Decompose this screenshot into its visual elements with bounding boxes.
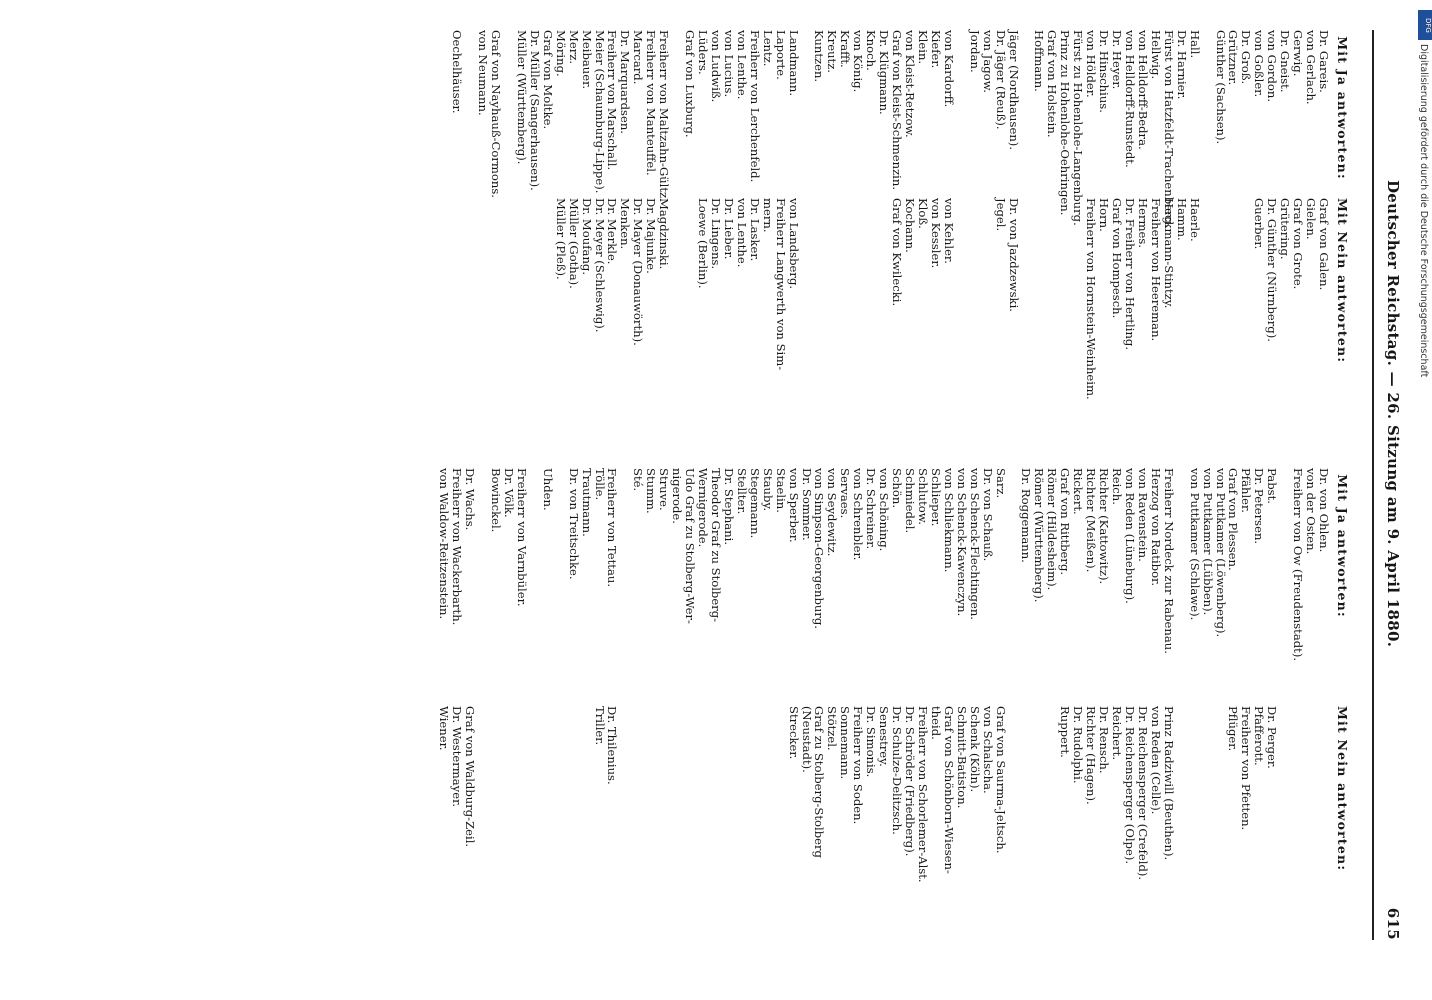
- name-entry: Freiherr von Lerchenfeld.: [747, 30, 762, 183]
- name-entry: Servaes.: [838, 468, 853, 519]
- name-entry: Dr. Günther (Nürnberg).: [1265, 198, 1280, 342]
- name-entry: Knoch.: [864, 30, 879, 71]
- name-entry: [838, 198, 851, 354]
- name-entry: [774, 706, 787, 862]
- name-entry: Dr. Meyer (Schleswig).: [592, 198, 607, 333]
- name-entry: Schlutow.: [915, 468, 930, 525]
- name-entry: [1304, 706, 1317, 862]
- name-entry: von Ravenstein.: [1135, 468, 1150, 562]
- name-entry: Dr. Jäger (Reuß).: [993, 30, 1008, 130]
- name-entry: [657, 706, 670, 862]
- name-entry: Dr. Merkle.: [605, 198, 620, 265]
- name-entry: Hellwig.: [1148, 30, 1163, 80]
- name-entry: Stellter.: [734, 468, 749, 515]
- name-entry: [825, 198, 838, 354]
- name-entry: Klein.: [915, 30, 930, 65]
- dfg-text: Digitalisierung gefördert durch die Deutsche Forschungsgemeinschaft: [1418, 44, 1429, 378]
- name-entry: von Schliekmann.: [941, 468, 956, 573]
- name-entry: Krafft.: [838, 30, 853, 68]
- name-entry: Jäger (Nordhausen).: [1006, 30, 1021, 151]
- name-entry: [1058, 198, 1071, 354]
- name-entry: mern.: [760, 198, 775, 233]
- name-entry: [1071, 198, 1084, 354]
- name-entry: Günther (Sachsen).: [1213, 30, 1228, 145]
- name-entry: [528, 468, 541, 624]
- name-entry: [1175, 468, 1188, 624]
- name-entry: [631, 706, 644, 862]
- name-entry: [981, 198, 994, 354]
- name-entry: Graf von Moltke.: [540, 30, 555, 130]
- name-entry: Freiherr von Heereman.: [1148, 198, 1163, 342]
- name-entry: Trautmann.: [579, 468, 594, 537]
- name-entry: Hermes.: [1135, 198, 1150, 249]
- name-entry: Römer (Württemberg).: [1032, 468, 1047, 603]
- document-page: [52, 0, 1432, 1000]
- name-entry: [1007, 706, 1020, 862]
- column-nein-2: [58, 706, 1350, 883]
- name-entry: Müller (Gotha).: [566, 198, 581, 289]
- name-entry: [618, 468, 631, 624]
- name-entry: Dr. von Ohlen.: [1317, 468, 1332, 553]
- name-entry: [864, 198, 877, 354]
- name-entry: Tölle.: [592, 468, 607, 501]
- name-entry: Graf von Hompesch.: [1110, 198, 1125, 319]
- name-entry: Dr. Perger.: [1265, 706, 1280, 769]
- name-entry: Kloß.: [915, 198, 930, 229]
- name-entry: Fürst zu Hohenlohe-Langenburg.: [1071, 30, 1086, 226]
- name-entry: Kochann.: [903, 198, 918, 253]
- name-entry: [955, 30, 968, 186]
- name-entry: Reich.: [1110, 468, 1125, 505]
- name-entry: Graf von Kwilecki.: [890, 198, 905, 307]
- name-entry: Dr. Moufang.: [579, 198, 594, 276]
- name-entry: [1239, 198, 1252, 354]
- name-entry: Schmiedel.: [903, 468, 918, 534]
- name-entry: von Waldow-Reitzenstein.: [437, 468, 452, 620]
- name-entry: [761, 706, 774, 862]
- name-entry: [722, 706, 735, 862]
- dfg-stamp: [1418, 10, 1432, 390]
- name-entry: Dr. Völk.: [501, 468, 516, 518]
- name-entry: Müller (Pleß).: [553, 198, 568, 280]
- name-entry: von der Osten.: [1304, 468, 1319, 555]
- name-entry: Müller (Württemberg).: [514, 30, 529, 165]
- name-entry: (Neustadt).: [799, 706, 814, 773]
- column-heading: Mit Ja antworten:: [1335, 474, 1350, 618]
- name-entry: Möring.: [553, 30, 568, 77]
- name-entry: Römer (Hildesheim).: [1045, 468, 1060, 591]
- name-entry: [709, 706, 722, 862]
- name-entry: Graf von Plessen.: [1226, 468, 1241, 571]
- name-entry: von Gordon.: [1265, 30, 1280, 103]
- name-entry: Grütering.: [1278, 198, 1293, 260]
- name-entry: Dr. Müller (Sangerhausen).: [527, 30, 542, 191]
- name-entry: Stötzel.: [825, 706, 840, 751]
- name-entry: Dr. Sommer.: [799, 468, 814, 541]
- name-entry: Dr. Gareis.: [1317, 30, 1332, 93]
- name-entry: Dr. Gneist.: [1278, 30, 1293, 93]
- name-entry: Dr. Petersen.: [1252, 468, 1267, 545]
- name-entry: Guerber.: [1252, 198, 1267, 250]
- name-entry: [1032, 706, 1045, 862]
- name-entry: Graf von Galen.: [1317, 198, 1332, 291]
- name-entry: Pflüger.: [1226, 706, 1241, 752]
- name-entry: Dr. Mayer (Donauwörth).: [631, 198, 646, 346]
- name-entry: Dr. Stephani.: [721, 468, 736, 546]
- name-entry: [1201, 30, 1214, 186]
- name-entry: Gerwig.: [1291, 30, 1306, 77]
- name-entry: Sarz.: [993, 468, 1008, 499]
- name-entry: Schlieper.: [928, 468, 943, 527]
- name-entry: theid.: [928, 706, 943, 740]
- name-entry: von Helldorff-Bedra.: [1135, 30, 1150, 150]
- name-entry: von Jagow.: [980, 30, 995, 93]
- name-entry: von Schalscha.: [980, 706, 995, 794]
- name-entry: Dr. Lieber.: [721, 198, 736, 260]
- name-entry: Dr. von Schauß.: [980, 468, 995, 562]
- name-entry: Dr. Lasker.: [747, 198, 762, 262]
- page-header: [1360, 30, 1420, 940]
- name-entry: [800, 30, 813, 186]
- name-entry: Laporte.: [773, 30, 788, 80]
- name-entry: von Landsberg.: [786, 198, 801, 290]
- name-entry: Dr. Wachs.: [463, 468, 478, 531]
- name-entry: Stauby.: [760, 468, 775, 512]
- name-entry: Horn.: [1097, 198, 1112, 232]
- name-entry: [1032, 198, 1045, 354]
- name-entry: Lentz.: [760, 30, 775, 67]
- name-entry: Dr. Reichensperger (Olpe).: [1122, 706, 1137, 865]
- name-entry: [670, 198, 683, 354]
- name-entry: Stegemann.: [747, 468, 762, 539]
- name-entry: Pfafferott.: [1252, 706, 1267, 766]
- name-entry: [502, 706, 515, 862]
- name-entry: [502, 30, 515, 186]
- name-entry: [644, 706, 657, 862]
- name-entry: Freiherr von Maltzahn-Gültz.: [657, 30, 672, 202]
- name-entry: Pabst.: [1265, 468, 1280, 504]
- name-entry: Haerle.: [1187, 198, 1202, 242]
- name-entry: Hoffmann.: [1032, 30, 1047, 92]
- page-number: 615: [1384, 907, 1402, 940]
- name-entry: Dr. Groß.: [1239, 30, 1254, 85]
- name-entry: Dr. Rudolphi.: [1071, 706, 1086, 784]
- name-entry: [1020, 706, 1033, 862]
- name-entry: von Schrenbler.: [851, 468, 866, 561]
- name-entry: [696, 706, 709, 862]
- name-entry: [567, 706, 580, 862]
- name-entry: von Schenck-Kawenczyn.: [954, 468, 969, 617]
- name-entry: Sonnemann.: [838, 706, 853, 780]
- name-entry: Uhden.: [540, 468, 555, 511]
- name-entry: Marcard.: [631, 30, 646, 85]
- name-entry: von Lenthe.: [734, 198, 749, 268]
- name-entry: Freiherr von Schorlemer-Alst.: [915, 706, 930, 883]
- name-entry: Graf von Saurma-Jeltsch.: [993, 706, 1008, 854]
- name-entry: Merz.: [566, 30, 581, 65]
- column-heading: Mit Ja antworten:: [1335, 36, 1350, 180]
- name-entry: Dr. Westermayer.: [450, 706, 465, 808]
- name-entry: [1317, 706, 1330, 862]
- name-entry: Dr. von Treitschke.: [566, 468, 581, 580]
- name-entry: von Kehler.: [941, 198, 956, 264]
- name-entry: von Lenthe.: [734, 30, 749, 100]
- name-entry: [1045, 198, 1058, 354]
- name-entry: [851, 198, 864, 354]
- name-entry: Jordan.: [967, 30, 982, 73]
- name-entry: Dr. Schröder (Friedberg).: [903, 706, 918, 857]
- name-entry: Graf von Waldburg-Zeil.: [463, 706, 478, 848]
- name-entry: von Lucius.: [721, 30, 736, 98]
- name-entry: Schmitt-Batiston.: [954, 706, 969, 809]
- name-entry: Udo Graf zu Stolberg-Wer-: [683, 468, 698, 624]
- name-entry: [1020, 30, 1033, 186]
- name-entry: [1188, 706, 1201, 862]
- name-entry: Prinz zu Hohenlohe-Oehringen.: [1058, 30, 1073, 216]
- name-entry: Senestrey.: [877, 706, 892, 767]
- name-entry: Richter (Meißen).: [1084, 468, 1099, 573]
- name-entry: Jegel.: [993, 198, 1008, 232]
- name-entry: Loewe (Berlin).: [696, 198, 711, 289]
- name-entry: Dr. Klügmann.: [877, 30, 892, 115]
- name-entry: [618, 706, 631, 862]
- name-entry: Herzog von Ratibor.: [1148, 468, 1163, 587]
- name-entry: Prinz Radziwill (Beuthen).: [1161, 706, 1176, 861]
- name-entry: [476, 468, 489, 624]
- name-entry: Dr. Schulze-Delitzsch.: [890, 706, 905, 835]
- name-entry: [683, 706, 696, 862]
- name-entry: von Simpson-Georgenburg.: [812, 468, 827, 629]
- name-entry: Wernigerode.: [696, 468, 711, 548]
- name-entry: Dr. Schreiner.: [864, 468, 879, 550]
- name-entry: [554, 706, 567, 862]
- name-entry: Reichert.: [1110, 706, 1125, 761]
- name-entry: Graf von Nayhauß-Cormons.: [489, 30, 504, 198]
- name-entry: Dr. Harnier.: [1174, 30, 1189, 100]
- name-entry: von Schöning.: [877, 468, 892, 552]
- name-entry: Pfähler.: [1239, 468, 1254, 513]
- name-entry: Menken.: [618, 198, 633, 250]
- name-entry: Freiherr von Marschall.: [605, 30, 620, 171]
- name-entry: Freiherr Langwerth von Sim-: [773, 198, 788, 371]
- name-entry: Sté.: [631, 468, 646, 492]
- name-entry: [528, 706, 541, 862]
- column-heading: Mit Nein antworten:: [1335, 706, 1350, 872]
- name-entry: Meibauer.: [579, 30, 594, 90]
- name-entry: Rickert.: [1071, 468, 1086, 515]
- running-title: Deutscher Reichstag. — 26. Sitzung am 9. April 1880.: [1384, 180, 1402, 648]
- header-rule: [1372, 30, 1374, 940]
- name-entry: [1214, 198, 1227, 354]
- name-entry: Theodor Graf zu Stolberg-: [708, 468, 723, 623]
- name-entry: Dr. Heyer.: [1110, 30, 1125, 90]
- name-entry: Kiefer.: [928, 30, 943, 69]
- name-entry: Graf von Grote.: [1291, 198, 1306, 290]
- name-entry: [670, 706, 683, 862]
- name-entry: Bowinckel.: [489, 468, 504, 533]
- name-entry: Wiener.: [437, 706, 452, 751]
- name-entry: Graf von Luxburg.: [683, 30, 698, 138]
- name-entry: Freiherr von Pfetten.: [1239, 706, 1254, 831]
- name-entry: Richter (Kattowitz).: [1097, 468, 1112, 585]
- dfg-logo: DFG: [1418, 10, 1432, 40]
- name-entry: Schön.: [890, 468, 905, 509]
- name-entry: von Reden (Lüneburg).: [1122, 468, 1137, 604]
- name-entry: Dr. Majunke.: [644, 198, 659, 274]
- name-entry: von König.: [851, 30, 866, 93]
- name-entry: [1227, 198, 1240, 354]
- name-entry: Kuntzen.: [812, 30, 827, 83]
- name-entry: von Helldorff-Runstedt.: [1122, 30, 1137, 168]
- name-entry: [1201, 198, 1214, 354]
- name-entry: Dr. Marquardsen.: [618, 30, 633, 134]
- name-entry: Landmann.: [786, 30, 801, 97]
- name-entry: Richter (Hagen).: [1084, 706, 1099, 805]
- name-entry: [554, 468, 567, 624]
- name-entry: von Puttkamer (Löwenberg).: [1213, 468, 1228, 638]
- name-entry: Graf zu Stolberg-Stolberg: [812, 706, 827, 858]
- name-entry: Freiherr von Hornstein-Weinheim.: [1084, 198, 1099, 400]
- name-entry: [476, 706, 489, 862]
- name-entry: [800, 198, 813, 354]
- name-entry: Dr. Lingens.: [708, 198, 723, 270]
- name-entry: Kreutz.: [825, 30, 840, 73]
- name-entry: Strecker.: [786, 706, 801, 760]
- name-entry: Graf von Holstein.: [1045, 30, 1060, 138]
- name-entry: [1278, 468, 1291, 624]
- name-entry: [968, 198, 981, 354]
- name-entry: von Kardorff.: [941, 30, 956, 108]
- name-entry: von Puttkamer (Schlawe).: [1187, 468, 1202, 621]
- name-entry: Oechelhäuser.: [450, 30, 465, 114]
- column-ja-2: [58, 468, 1350, 662]
- name-entry: Schenk (Köln).: [967, 706, 982, 793]
- name-entry: von Sperber.: [786, 468, 801, 543]
- name-entry: Freiherr von Soden.: [851, 706, 866, 825]
- name-entry: Hamm.: [1174, 198, 1189, 241]
- name-entry: Meier (Schaumburg-Lippe).: [592, 30, 607, 194]
- name-entry: Stumm.: [644, 468, 659, 514]
- name-entry: Freiherr von Varnbüler.: [514, 468, 529, 607]
- name-entry: [1291, 706, 1304, 862]
- name-entry: nigerode.: [670, 468, 685, 524]
- column-nein-1: [58, 198, 1350, 400]
- name-entry: Magdzinski.: [657, 198, 672, 270]
- name-entry: [463, 30, 476, 186]
- name-entry: [1020, 198, 1033, 354]
- name-entry: Dr. Thilenius.: [605, 706, 620, 785]
- name-entry: Freiherr von Tettau.: [605, 468, 620, 588]
- name-entry: Graf von Rittberg.: [1058, 468, 1073, 576]
- name-entry: [580, 706, 593, 862]
- name-entry: [515, 706, 528, 862]
- name-entry: Freiherr Nordeck zur Rabenau.: [1161, 468, 1176, 654]
- name-entry: von Gerlach.: [1304, 30, 1319, 105]
- name-entry: Grützner.: [1226, 30, 1241, 86]
- name-entry: [955, 198, 968, 354]
- name-entry: Lüders.: [696, 30, 711, 75]
- name-entry: [1201, 706, 1214, 862]
- name-entry: von Reden (Celle).: [1148, 706, 1163, 815]
- name-entry: Triller.: [592, 706, 607, 746]
- name-entry: Ruppert.: [1058, 706, 1073, 758]
- name-entry: Dr. Hinschius.: [1097, 30, 1112, 113]
- name-entry: Graf von Schönborn-Wiesen-: [941, 706, 956, 874]
- name-entry: Gielen.: [1304, 198, 1319, 240]
- name-entry: [1007, 468, 1020, 624]
- name-entry: [489, 706, 502, 862]
- name-entry: Graf von Kleist-Schmenzin.: [890, 30, 905, 191]
- name-entry: Dr. Roggemann.: [1019, 468, 1034, 563]
- name-entry: Struve.: [657, 468, 672, 511]
- name-entry: [877, 198, 890, 354]
- name-entry: [813, 198, 826, 354]
- name-entry: Dr. Rensch.: [1097, 706, 1112, 774]
- name-entry: von Puttkamer (Lübben).: [1200, 468, 1215, 616]
- column-heading: Mit Nein antworten:: [1335, 198, 1350, 364]
- name-entry: Dr. Reichensperger (Crefeld).: [1135, 706, 1150, 881]
- name-entry: [683, 198, 696, 354]
- name-entry: Freiherr von Ow (Freudenstadt).: [1291, 468, 1306, 662]
- name-entry: Freiherr von Manteuffel.: [644, 30, 659, 176]
- name-entry: von Goßler.: [1252, 30, 1267, 98]
- name-entry: [541, 706, 554, 862]
- name-entry: von Neumann.: [476, 30, 491, 116]
- name-entry: von Schenck-Flechtingen.: [967, 468, 982, 620]
- name-entry: [1214, 706, 1227, 862]
- name-entry: [1045, 706, 1058, 862]
- name-entry: Staelin.: [773, 468, 788, 513]
- name-entry: von Hölder.: [1084, 30, 1099, 98]
- name-entry: Fürst von Hatzfeldt-Trachenberg.: [1161, 30, 1176, 228]
- name-entry: [1278, 706, 1291, 862]
- name-entry: Dr. von Jazdzewski.: [1006, 198, 1021, 312]
- name-entry: von Kessler.: [928, 198, 943, 269]
- name-entry: [735, 706, 748, 862]
- name-entry: [670, 30, 683, 186]
- name-entry: [748, 706, 761, 862]
- name-entry: Freiherr von Wackerbarth.: [450, 468, 465, 626]
- name-entry: von Seydewitz.: [825, 468, 840, 557]
- name-entry: Dr. Freiherr von Hertling.: [1122, 198, 1137, 351]
- name-entry: Heckmann-Stintzy.: [1161, 198, 1176, 309]
- name-entry: von Ludwiß.: [708, 30, 723, 103]
- name-entry: [1175, 706, 1188, 862]
- name-entry: Hall.: [1187, 30, 1202, 59]
- name-entry: Dr. Simonis.: [864, 706, 879, 778]
- name-entry: von Kleist-Retzow.: [903, 30, 918, 138]
